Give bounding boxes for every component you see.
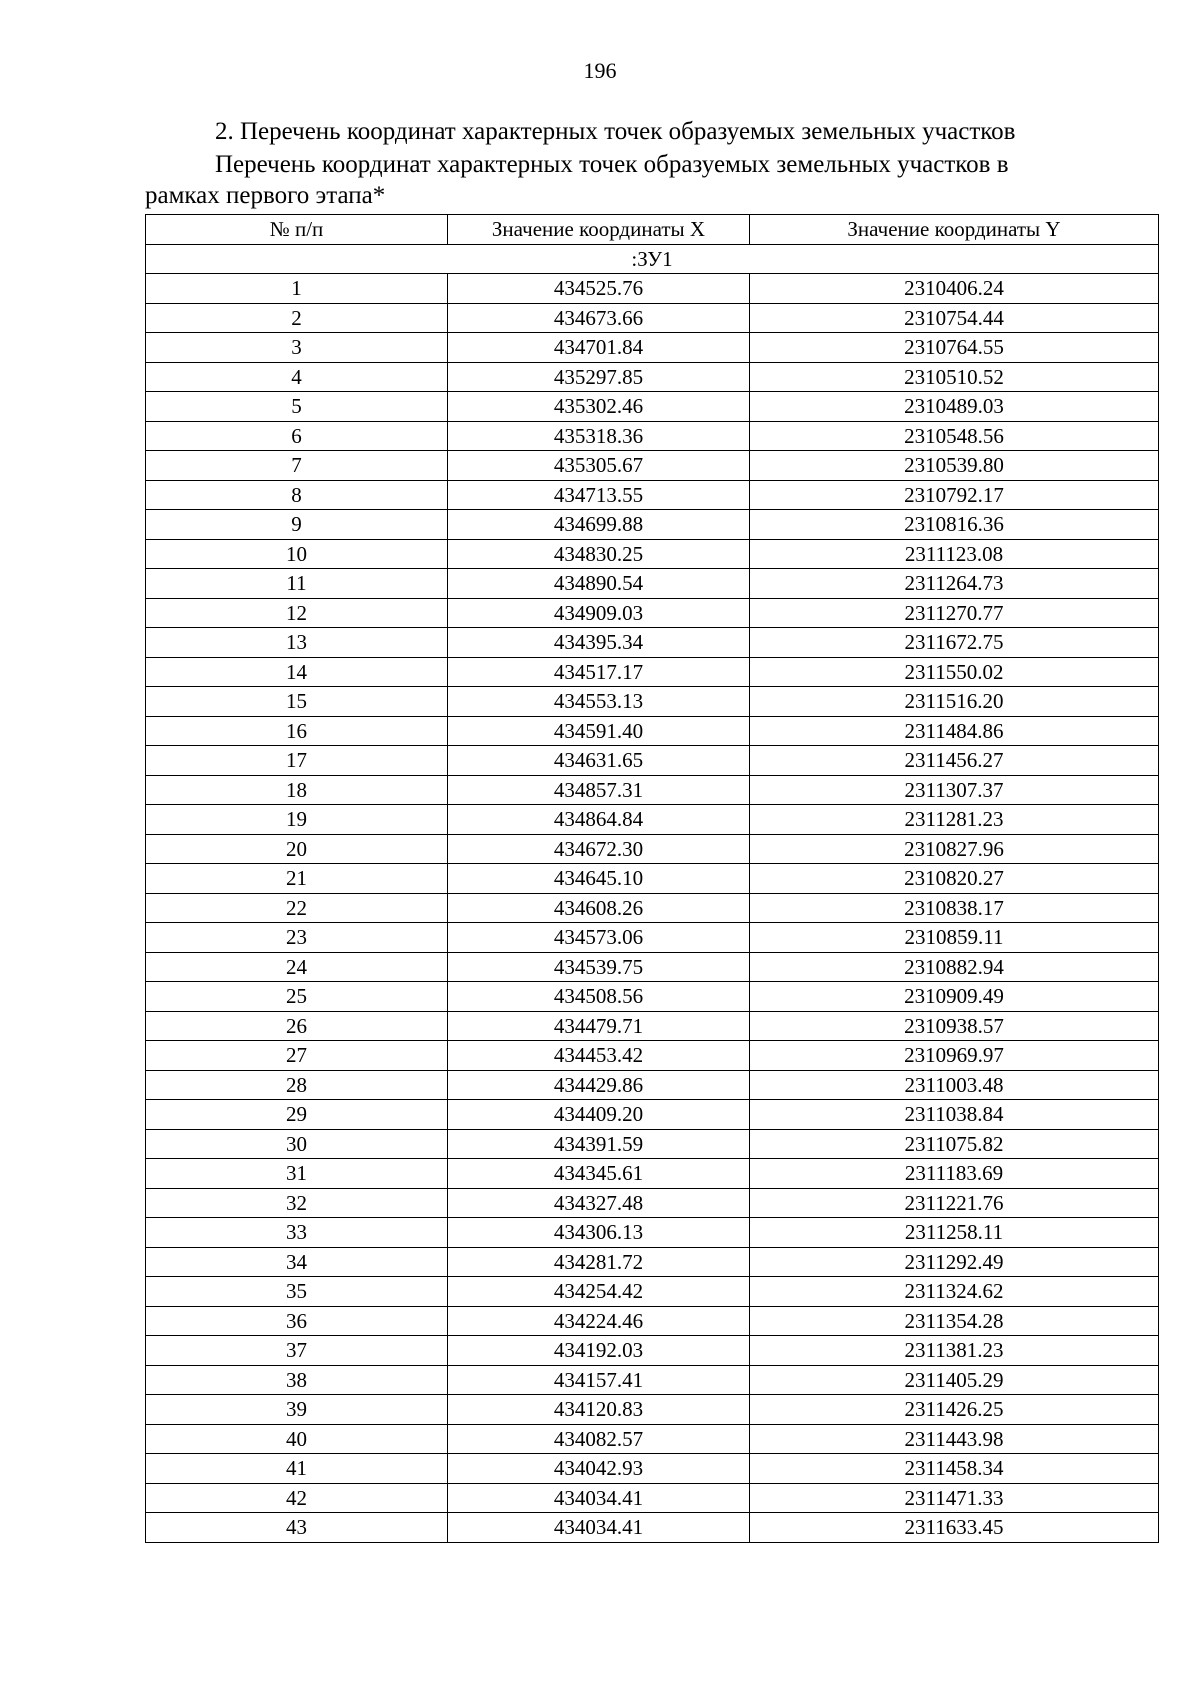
cell-x-coordinate: 434034.41 (448, 1513, 750, 1543)
cell-x-coordinate: 434525.76 (448, 274, 750, 304)
cell-number: 36 (146, 1306, 448, 1336)
table-row (146, 1483, 1159, 1513)
header-number: № п/п (146, 215, 448, 245)
cell-number: 19 (146, 805, 448, 835)
cell-x-coordinate: 434645.10 (448, 864, 750, 894)
cell-y-coordinate: 2311221.76 (750, 1188, 1159, 1218)
table-row (146, 274, 1159, 304)
cell-x-coordinate: 434573.06 (448, 923, 750, 953)
table-row (146, 333, 1159, 363)
header-x-coordinate: Значение координаты X (448, 215, 750, 245)
cell-x-coordinate: 435297.85 (448, 362, 750, 392)
table-body (146, 244, 1159, 1542)
cell-number: 23 (146, 923, 448, 953)
cell-y-coordinate: 2311443.98 (750, 1424, 1159, 1454)
table-row (146, 303, 1159, 333)
cell-y-coordinate: 2311484.86 (750, 716, 1159, 746)
cell-y-coordinate: 2311123.08 (750, 539, 1159, 569)
cell-y-coordinate: 2310764.55 (750, 333, 1159, 363)
cell-number: 25 (146, 982, 448, 1012)
cell-x-coordinate: 434508.56 (448, 982, 750, 1012)
cell-x-coordinate: 434082.57 (448, 1424, 750, 1454)
cell-y-coordinate: 2310820.27 (750, 864, 1159, 894)
cell-number: 2 (146, 303, 448, 333)
table-row (146, 1129, 1159, 1159)
cell-x-coordinate: 434608.26 (448, 893, 750, 923)
cell-number: 22 (146, 893, 448, 923)
cell-number: 39 (146, 1395, 448, 1425)
section-heading: 2. Перечень координат характерных точек образуемых земельных участков (215, 118, 1016, 145)
cell-y-coordinate: 2310859.11 (750, 923, 1159, 953)
cell-number: 27 (146, 1041, 448, 1071)
table-row (146, 1247, 1159, 1277)
cell-x-coordinate: 434672.30 (448, 834, 750, 864)
cell-x-coordinate: 434830.25 (448, 539, 750, 569)
cell-x-coordinate: 434890.54 (448, 569, 750, 599)
cell-number: 33 (146, 1218, 448, 1248)
table-row (146, 1070, 1159, 1100)
table-row (146, 1277, 1159, 1307)
table-row (146, 1424, 1159, 1454)
cell-x-coordinate: 434673.66 (448, 303, 750, 333)
cell-x-coordinate: 434306.13 (448, 1218, 750, 1248)
table-row (146, 362, 1159, 392)
cell-number: 32 (146, 1188, 448, 1218)
table-row (146, 952, 1159, 982)
table-row (146, 1395, 1159, 1425)
cell-y-coordinate: 2311458.34 (750, 1454, 1159, 1484)
table-row (146, 569, 1159, 599)
section-label: :ЗУ1 (146, 244, 1159, 274)
table-row (146, 1454, 1159, 1484)
cell-number: 29 (146, 1100, 448, 1130)
cell-x-coordinate: 434395.34 (448, 628, 750, 658)
table-row (146, 1365, 1159, 1395)
table-row (146, 1011, 1159, 1041)
table-row (146, 421, 1159, 451)
cell-x-coordinate: 434345.61 (448, 1159, 750, 1189)
cell-number: 15 (146, 687, 448, 717)
cell-y-coordinate: 2311426.25 (750, 1395, 1159, 1425)
cell-y-coordinate: 2310406.24 (750, 274, 1159, 304)
cell-number: 12 (146, 598, 448, 628)
cell-number: 37 (146, 1336, 448, 1366)
cell-number: 41 (146, 1454, 448, 1484)
table-row (146, 1218, 1159, 1248)
cell-number: 4 (146, 362, 448, 392)
table-row (146, 1306, 1159, 1336)
cell-number: 3 (146, 333, 448, 363)
cell-x-coordinate: 434281.72 (448, 1247, 750, 1277)
table-row (146, 539, 1159, 569)
cell-x-coordinate: 434254.42 (448, 1277, 750, 1307)
cell-x-coordinate: 434224.46 (448, 1306, 750, 1336)
cell-x-coordinate: 434034.41 (448, 1483, 750, 1513)
cell-number: 5 (146, 392, 448, 422)
table-row (146, 657, 1159, 687)
cell-number: 21 (146, 864, 448, 894)
cell-number: 8 (146, 480, 448, 510)
cell-x-coordinate: 434857.31 (448, 775, 750, 805)
cell-x-coordinate: 435305.67 (448, 451, 750, 481)
cell-x-coordinate: 434429.86 (448, 1070, 750, 1100)
cell-x-coordinate: 434631.65 (448, 746, 750, 776)
cell-y-coordinate: 2311405.29 (750, 1365, 1159, 1395)
cell-y-coordinate: 2310816.36 (750, 510, 1159, 540)
table-row (146, 1188, 1159, 1218)
cell-number: 9 (146, 510, 448, 540)
cell-x-coordinate: 434701.84 (448, 333, 750, 363)
cell-x-coordinate: 434591.40 (448, 716, 750, 746)
table-row (146, 923, 1159, 953)
cell-x-coordinate: 434699.88 (448, 510, 750, 540)
cell-number: 34 (146, 1247, 448, 1277)
cell-number: 16 (146, 716, 448, 746)
table-header-row (146, 215, 1159, 245)
table-row (146, 1159, 1159, 1189)
cell-x-coordinate: 434192.03 (448, 1336, 750, 1366)
table-row (146, 864, 1159, 894)
cell-y-coordinate: 2311292.49 (750, 1247, 1159, 1277)
section-row (146, 244, 1159, 274)
cell-y-coordinate: 2310827.96 (750, 834, 1159, 864)
cell-x-coordinate: 434864.84 (448, 805, 750, 835)
cell-x-coordinate: 434327.48 (448, 1188, 750, 1218)
cell-number: 14 (146, 657, 448, 687)
table-row (146, 480, 1159, 510)
cell-x-coordinate: 434157.41 (448, 1365, 750, 1395)
cell-y-coordinate: 2310882.94 (750, 952, 1159, 982)
coordinates-table (145, 214, 1159, 1543)
cell-x-coordinate: 435302.46 (448, 392, 750, 422)
cell-number: 26 (146, 1011, 448, 1041)
table-row (146, 628, 1159, 658)
cell-number: 1 (146, 274, 448, 304)
cell-number: 40 (146, 1424, 448, 1454)
cell-y-coordinate: 2311258.11 (750, 1218, 1159, 1248)
table-row (146, 687, 1159, 717)
cell-x-coordinate: 434517.17 (448, 657, 750, 687)
cell-y-coordinate: 2311381.23 (750, 1336, 1159, 1366)
cell-x-coordinate: 434042.93 (448, 1454, 750, 1484)
cell-number: 18 (146, 775, 448, 805)
cell-x-coordinate: 434553.13 (448, 687, 750, 717)
cell-y-coordinate: 2311075.82 (750, 1129, 1159, 1159)
cell-number: 35 (146, 1277, 448, 1307)
table-title-continuation: рамках первого этапа* (145, 182, 386, 209)
cell-number: 28 (146, 1070, 448, 1100)
cell-y-coordinate: 2311281.23 (750, 805, 1159, 835)
cell-number: 11 (146, 569, 448, 599)
table-row (146, 805, 1159, 835)
table-row (146, 1041, 1159, 1071)
cell-y-coordinate: 2310838.17 (750, 893, 1159, 923)
cell-y-coordinate: 2311672.75 (750, 628, 1159, 658)
cell-number: 42 (146, 1483, 448, 1513)
cell-x-coordinate: 434539.75 (448, 952, 750, 982)
cell-y-coordinate: 2311516.20 (750, 687, 1159, 717)
page-number: 196 (583, 58, 617, 83)
cell-y-coordinate: 2310938.57 (750, 1011, 1159, 1041)
cell-number: 30 (146, 1129, 448, 1159)
cell-x-coordinate: 434391.59 (448, 1129, 750, 1159)
table-title: Перечень координат характерных точек образуемых земельных участков в (215, 151, 1009, 178)
table-row (146, 1100, 1159, 1130)
table-row (146, 746, 1159, 776)
cell-number: 38 (146, 1365, 448, 1395)
header-y-coordinate: Значение координаты Y (750, 215, 1159, 245)
cell-y-coordinate: 2310548.56 (750, 421, 1159, 451)
table-row (146, 1336, 1159, 1366)
cell-number: 24 (146, 952, 448, 982)
table-row (146, 775, 1159, 805)
cell-x-coordinate: 434409.20 (448, 1100, 750, 1130)
cell-y-coordinate: 2310969.97 (750, 1041, 1159, 1071)
cell-number: 13 (146, 628, 448, 658)
cell-x-coordinate: 434909.03 (448, 598, 750, 628)
table-row (146, 510, 1159, 540)
table-row (146, 716, 1159, 746)
cell-y-coordinate: 2310792.17 (750, 480, 1159, 510)
cell-x-coordinate: 434453.42 (448, 1041, 750, 1071)
cell-y-coordinate: 2311307.37 (750, 775, 1159, 805)
cell-x-coordinate: 434120.83 (448, 1395, 750, 1425)
cell-y-coordinate: 2311038.84 (750, 1100, 1159, 1130)
cell-y-coordinate: 2311270.77 (750, 598, 1159, 628)
cell-y-coordinate: 2310510.52 (750, 362, 1159, 392)
table-row (146, 451, 1159, 481)
cell-x-coordinate: 434713.55 (448, 480, 750, 510)
cell-x-coordinate: 434479.71 (448, 1011, 750, 1041)
cell-number: 20 (146, 834, 448, 864)
cell-y-coordinate: 2311550.02 (750, 657, 1159, 687)
cell-x-coordinate: 435318.36 (448, 421, 750, 451)
cell-y-coordinate: 2310489.03 (750, 392, 1159, 422)
cell-y-coordinate: 2311456.27 (750, 746, 1159, 776)
table-row (146, 982, 1159, 1012)
cell-y-coordinate: 2310909.49 (750, 982, 1159, 1012)
cell-y-coordinate: 2311183.69 (750, 1159, 1159, 1189)
cell-number: 10 (146, 539, 448, 569)
table-row (146, 834, 1159, 864)
cell-number: 17 (146, 746, 448, 776)
cell-y-coordinate: 2310754.44 (750, 303, 1159, 333)
cell-y-coordinate: 2311633.45 (750, 1513, 1159, 1543)
table-row (146, 392, 1159, 422)
cell-number: 6 (146, 421, 448, 451)
table-row (146, 1513, 1159, 1543)
cell-y-coordinate: 2311003.48 (750, 1070, 1159, 1100)
cell-y-coordinate: 2311324.62 (750, 1277, 1159, 1307)
cell-y-coordinate: 2311264.73 (750, 569, 1159, 599)
cell-number: 31 (146, 1159, 448, 1189)
cell-number: 7 (146, 451, 448, 481)
cell-number: 43 (146, 1513, 448, 1543)
cell-y-coordinate: 2311471.33 (750, 1483, 1159, 1513)
table-row (146, 893, 1159, 923)
cell-y-coordinate: 2311354.28 (750, 1306, 1159, 1336)
cell-y-coordinate: 2310539.80 (750, 451, 1159, 481)
table-row (146, 598, 1159, 628)
